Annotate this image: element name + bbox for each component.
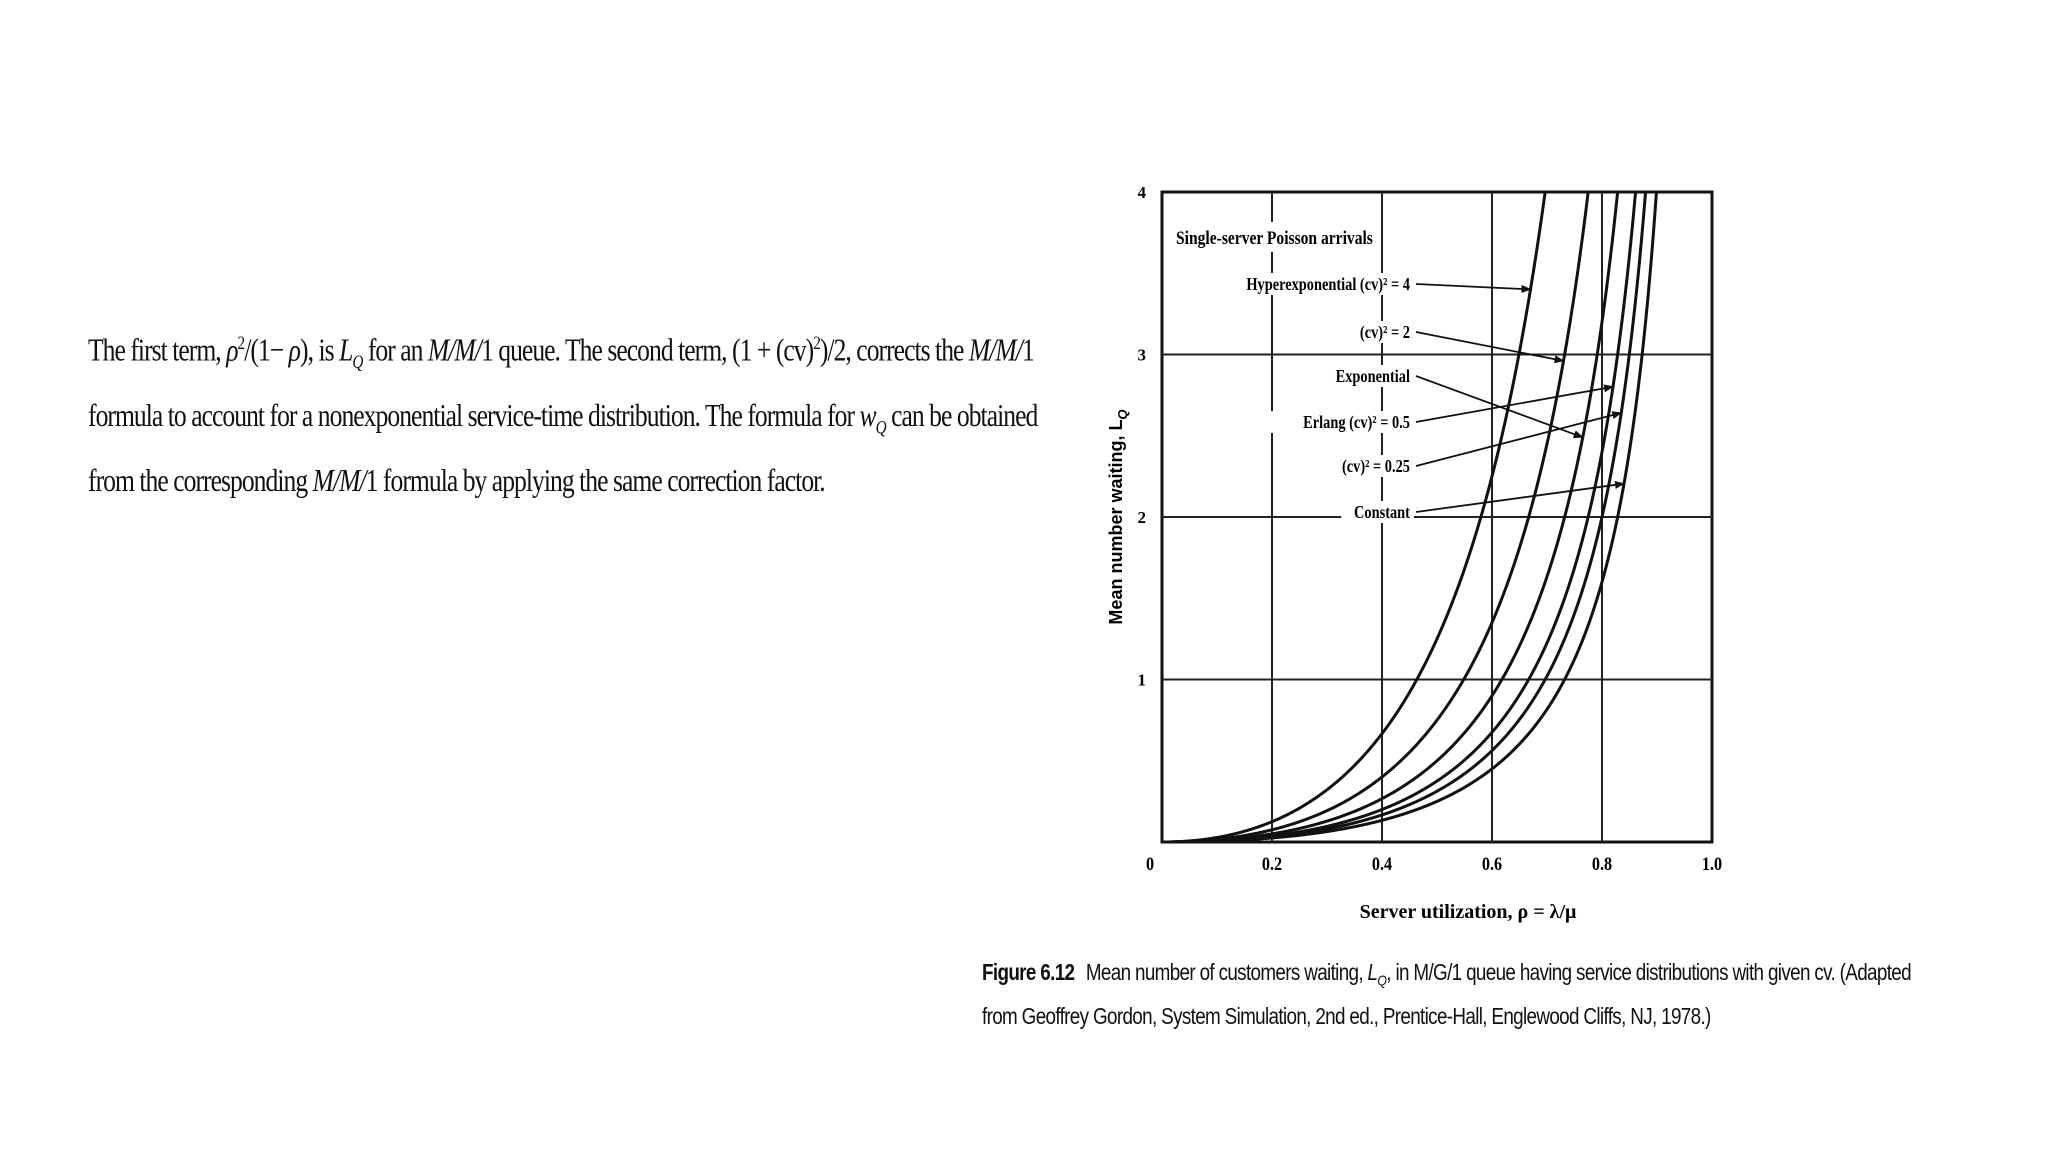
- series-leader-1: [1416, 332, 1564, 361]
- series-leader-3: [1416, 387, 1613, 422]
- x-tick-label-0: 0: [1145, 852, 1155, 875]
- series-label-1: (cv)² = 2: [1359, 321, 1410, 343]
- series-label-2: Exponential: [1335, 365, 1410, 387]
- y-tick-label-3: 4: [1137, 183, 1146, 202]
- series-label-3: Erlang (cv)² = 0.5: [1303, 411, 1410, 433]
- x-tick-label-4: 0.8: [1591, 852, 1613, 875]
- x-axis-label: Server utilization, ρ = λ/μ: [1359, 901, 1577, 923]
- figure-label: Figure 6.12: [982, 959, 1075, 985]
- figure-caption: Figure 6.12 Mean number of customers waiting, $L_Q$, in M/G/1 queue having service distributions with given cv. (Adapted from Geoffrey Gordon, System Simulation, 2nd ed., Prentice-Hall, Englewood Cliffs, NJ, 1978.): [982, 959, 1911, 1029]
- series-label-5: Constant: [1354, 501, 1410, 523]
- y-tick-label-2: 3: [1137, 345, 1146, 365]
- y-tick-label-0: 1: [1137, 670, 1146, 690]
- y-axis-label-sub: Q: [1115, 409, 1130, 420]
- series-leader-0: [1416, 284, 1531, 289]
- body-paragraph: The first term, $\rho^2/(1- \rho)$, is $L_Q$ for an M/M/1 queue. The second term, (1 + (cv)$^2$)/2, corrects the M/M/1 formula to account for a nonexponential service-time distribution. The formula for $w_Q$ can be obtained from the corresponding M/M/1 formula by applying the same correction factor.: [88, 331, 1038, 499]
- chart-labels: [1106, 222, 1624, 923]
- series-label-4: (cv)² = 0.25: [1341, 455, 1410, 477]
- y-axis-label: Mean number waiting, $L_Q$: [1106, 409, 1130, 625]
- mg1-queue-chart: [1100, 170, 1760, 950]
- x-tick-label-3: 0.6: [1481, 852, 1503, 875]
- series-leader-4: [1416, 413, 1621, 466]
- x-tick-label-2: 0.4: [1371, 852, 1393, 875]
- x-tick-label-5: 1.0: [1701, 852, 1723, 875]
- annotation-title: Single-server Poisson arrivals: [1176, 227, 1373, 249]
- y-tick-label-1: 2: [1137, 508, 1146, 527]
- series-label-0: Hyperexponential (cv)² = 4: [1246, 273, 1410, 295]
- x-tick-label-1: 0.2: [1261, 852, 1283, 875]
